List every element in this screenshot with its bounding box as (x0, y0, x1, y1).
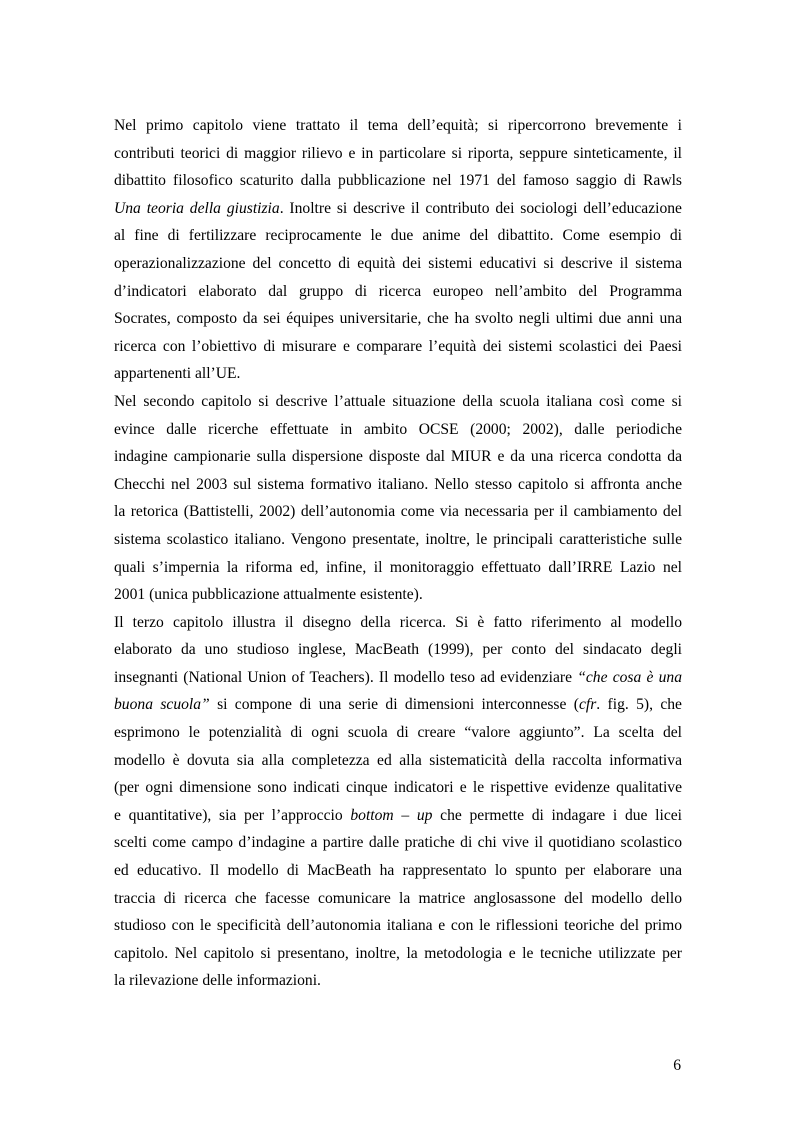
body-text (114, 112, 682, 995)
text-line (114, 912, 682, 940)
text-run: Nel primo capitolo viene trattato il tema dell’equità; si ripercorrono brevemente i (114, 117, 682, 134)
text-line (114, 691, 682, 719)
text-run: al fine di fertilizzare reciprocamente le due anime del dibattito. Come esempio di (114, 227, 682, 245)
text-run: traccia di ricerca che facesse comunicare la matrice anglosassone del modello dello (114, 889, 682, 907)
text-run: indagine campionarie sulla dispersione disposte dal MIUR e da una ricerca condotta da (114, 448, 682, 466)
text-line (114, 471, 682, 499)
text-run: studioso con le specificità dell’autonomia italiana e con le riflessioni teoriche del primo (114, 917, 682, 935)
text-run: che permette di indagare i due licei (432, 806, 682, 824)
text-line (114, 250, 682, 278)
text-line (114, 774, 682, 802)
text-line (114, 581, 682, 609)
text-run: la rilevazione delle informazioni. (114, 972, 321, 990)
text-line (114, 360, 682, 388)
text-line (114, 112, 682, 140)
text-run: . Inoltre si descrive il contributo dei sociologi dell’educazione (279, 199, 682, 217)
text-run: insegnanti (National Union of Teachers). Il modello teso ad evidenziare (114, 668, 578, 686)
text-run: (per ogni dimensione sono indicati cinque indicatori e le rispettive evidenze qualitative (114, 779, 682, 797)
text-line (114, 167, 682, 195)
text-line (114, 195, 682, 223)
paragraph-3 (114, 609, 682, 995)
text-line (114, 940, 682, 968)
text-line (114, 333, 682, 361)
text-line (114, 222, 682, 250)
text-run: appartenenti all’UE. (114, 365, 241, 383)
text-run: quali s’impernia la riforma ed, infine, il monitoraggio effettuato dall’IRRE Lazio nel (114, 558, 682, 576)
text-line (114, 885, 682, 913)
text-line (114, 498, 682, 526)
text-line (114, 719, 682, 747)
text-line (114, 664, 682, 692)
text-line (114, 526, 682, 554)
text-run: modello è dovuta sia alla completezza ed alla sistematicità della raccolta informativa (114, 751, 682, 769)
italic-text: Una teoria della giustizia (114, 199, 280, 217)
text-run: Checchi nel 2003 sul sistema formativo italiano. Nello stesso capitolo si affronta anche (114, 475, 682, 493)
text-line (114, 140, 682, 168)
italic-text: bottom – up (350, 806, 433, 824)
text-run: 2001 (unica pubblicazione attualmente esistente). (114, 586, 423, 604)
text-run: e quantitative), sia per l’approccio (114, 806, 351, 824)
paragraph-2 (114, 388, 682, 609)
text-line (114, 554, 682, 582)
text-run: Nel secondo capitolo si descrive l’attuale situazione della scuola italiana così come si (114, 392, 682, 410)
paragraph-1 (114, 112, 682, 388)
text-run: elaborato da uno studioso inglese, MacBeath (1999), per conto del sindacato degli (114, 641, 682, 659)
text-line (114, 416, 682, 444)
text-run: scelti come campo d’indagine a partire dalle pratiche di chi vive il quotidiano scolastico (114, 834, 682, 852)
page-number: 6 (673, 1057, 681, 1074)
text-line (114, 636, 682, 664)
text-line (114, 443, 682, 471)
text-run: ed educativo. Il modello di MacBeath ha rappresentato lo spunto per elaborare una (114, 862, 682, 880)
text-line (114, 609, 682, 637)
text-line (114, 278, 682, 306)
text-run: la retorica (Battistelli, 2002) dell’autonomia come via necessaria per il cambiamento del (114, 503, 682, 521)
italic-text: “che cosa è una (577, 668, 682, 686)
text-run: si compone di una serie di dimensioni interconnesse ( (209, 696, 579, 714)
text-line (114, 802, 682, 830)
text-run: operazionalizzazione del concetto di equità dei sistemi educativi si descrive il sistema (114, 254, 682, 272)
text-run: sistema scolastico italiano. Vengono presentate, inoltre, le principali caratteristiche sulle (114, 530, 682, 548)
text-line (114, 829, 682, 857)
italic-text: cfr (578, 696, 597, 714)
text-run: . fig. 5), che (596, 696, 682, 714)
text-run: evince dalle ricerche effettuate in ambito OCSE (2000; 2002), dalle periodiche (114, 420, 682, 438)
text-line (114, 967, 682, 995)
text-run: Il terzo capitolo illustra il disegno della ricerca. Si è fatto riferimento al modello (114, 613, 682, 631)
text-line (114, 857, 682, 885)
text-run: ricerca con l’obiettivo di misurare e comparare l’equità dei sistemi scolastici dei Paesi (114, 337, 682, 355)
text-line (114, 388, 682, 416)
italic-text: buona scuola” (114, 696, 210, 714)
text-line (114, 747, 682, 775)
text-run: contributi teorici di maggior rilievo e in particolare si riporta, seppure sinteticamente, il (114, 144, 682, 162)
text-run: dibattito filosofico scaturito dalla pubblicazione nel 1971 del famoso saggio di Rawls (114, 172, 682, 190)
text-run: d’indicatori elaborato dal gruppo di ricerca europeo nell’ambito del Programma (114, 282, 682, 300)
text-run: esprimono le potenzialità di ogni scuola di creare “valore aggiunto”. La scelta del (114, 724, 682, 742)
text-line (114, 305, 682, 333)
text-run: Socrates, composto da sei équipes universitarie, che ha svolto negli ultimi due anni una (114, 310, 682, 328)
text-run: capitolo. Nel capitolo si presentano, inoltre, la metodologia e le tecniche utilizzate per (114, 944, 682, 962)
